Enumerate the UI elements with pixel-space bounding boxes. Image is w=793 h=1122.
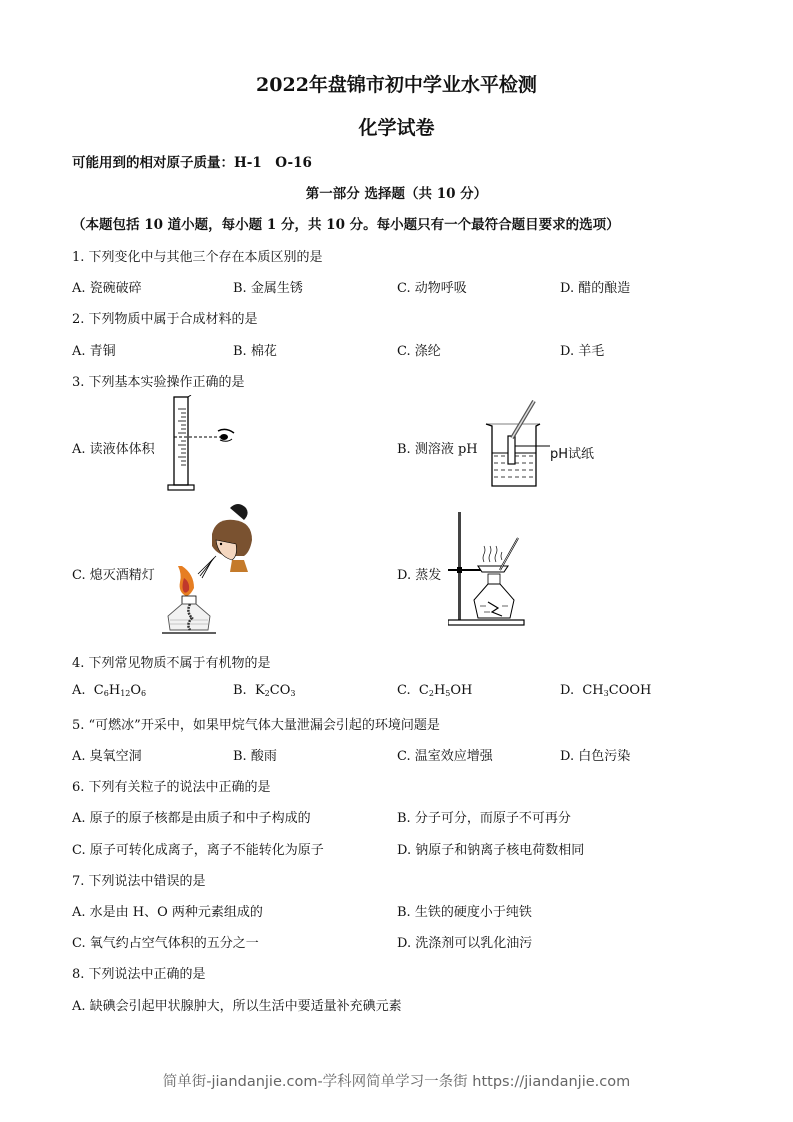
question-1-stem: 1. 下列变化中与其他三个存在本质区别的是 [72,250,323,265]
formula-subscript: 6 [103,689,109,698]
option-letter: B. [233,683,247,698]
q6-option-a: A. 原子的原子核都是由质子和中子构成的 [72,811,311,826]
atomic-mass-note: 可能用到的相对原子质量：H-1 O-16 [72,155,312,171]
question-8-stem: 8. 下列说法中正确的是 [72,967,206,982]
question-3-stem: 3. 下列基本实验操作正确的是 [72,375,245,390]
footer-watermark: 简单街-jiandanjie.com-学科网简单学习一条街 https://jiandanjie.com [162,1074,631,1090]
q1-option-a: A. 瓷碗破碎 [72,281,142,296]
formula-subscript: 12 [120,689,131,698]
ph-paper-label: pH试纸 [550,447,595,462]
option-letter: D. [560,683,575,698]
question-7-stem: 7. 下列说法中错误的是 [72,874,206,889]
formula-part: CH [582,683,604,698]
q2-option-c: C. 涤纶 [397,344,441,359]
question-5-stem: 5. “可燃冰”开采中，如果甲烷气体大量泄漏会引起的环境问题是 [72,718,440,733]
formula-part: CO [269,683,291,698]
q6-option-c: C. 原子可转化成离子，离子不能转化为原子 [72,843,324,858]
question-2-stem: 2. 下列物质中属于合成材料的是 [72,312,258,327]
q6-option-b: B. 分子可分，而原子不可再分 [397,811,571,826]
q3-option-d: D. 蒸发 [397,568,442,583]
option-letter: C. [397,683,411,698]
formula-subscript: 2 [264,689,270,698]
q3-option-a: A. 读液体体积 [72,442,155,457]
q4-option-d [560,683,651,698]
q4-option-a [72,683,146,698]
formula-subscript: 3 [603,689,609,698]
evaporation-setup-figure [448,510,538,630]
exam-subtitle: 化学试卷 [358,117,435,139]
q6-option-d: D. 钠原子和钠离子核电荷数相同 [397,843,585,858]
formula-subscript: 6 [141,689,147,698]
exam-title: 2022年盘锦市初中学业水平检测 [256,74,537,96]
q7-option-d: D. 洗涤剂可以乳化油污 [397,936,533,951]
q1-option-b: B. 金属生锈 [233,281,303,296]
q8-option-a: A. 缺碘会引起甲状腺肿大，所以生活中要适量补充碘元素 [72,999,402,1014]
q3-option-c: C. 熄灭酒精灯 [72,568,155,583]
option-letter: A. [72,683,86,698]
formula-part: C [93,683,104,698]
graduated-cylinder-figure [160,395,240,495]
q5-option-c: C. 温室效应增强 [397,749,493,764]
q7-option-a: A. 水是由 H、O 两种元素组成的 [72,905,263,920]
q3-option-b: B. 测溶液 pH [397,442,478,457]
formula-subscript: 3 [290,689,296,698]
q7-option-c: C. 氧气约占空气体积的五分之一 [72,936,259,951]
q5-option-d: D. 白色污染 [560,749,631,764]
formula-part: OH [450,683,473,698]
question-4-stem: 4. 下列常见物质不属于有机物的是 [72,656,271,671]
formula-part: O [130,683,142,698]
formula-part: K [254,683,265,698]
formula-subscript: 2 [428,689,434,698]
question-6-stem: 6. 下列有关粒子的说法中正确的是 [72,780,271,795]
alcohol-lamp-blowing-figure [160,500,270,640]
q2-option-a: A. 青铜 [72,344,116,359]
q2-option-b: B. 棉花 [233,344,277,359]
q7-option-b: B. 生铁的硬度小于纯铁 [397,905,532,920]
q4-option-b [233,683,295,698]
formula-part: C [418,683,429,698]
formula-subscript: 5 [445,689,451,698]
section-instructions: （本题包括 10 道小题，每小题 1 分，共 10 分。每小题只有一个最符合题目要求的选项） [72,217,620,233]
q1-option-d: D. 醋的酿造 [560,281,631,296]
formula-part: H [433,683,446,698]
q1-option-c: C. 动物呼吸 [397,281,467,296]
q5-option-b: B. 酸雨 [233,749,277,764]
part-title: 第一部分 选择题（共 10 分） [305,186,488,202]
q2-option-d: D. 羊毛 [560,344,605,359]
q4-option-c [397,683,472,698]
q5-option-a: A. 臭氧空洞 [72,749,142,764]
formula-part: COOH [608,683,652,698]
formula-part: H [108,683,121,698]
